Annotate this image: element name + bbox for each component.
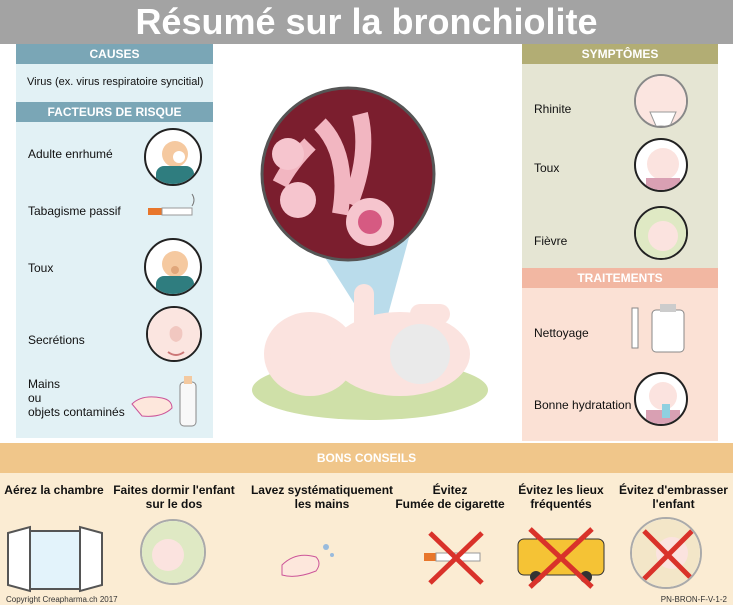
risk-item-secretions: Secrétions [28,333,85,347]
sick-adult-icon [144,128,202,186]
coughing-adult-icon [144,238,202,296]
symptom-rhinite: Rhinite [534,102,572,116]
window-icon [6,523,104,593]
causes-header: CAUSES [16,44,213,64]
left-panel [16,44,213,438]
tip-line2: Fumée de cigarette [395,497,505,511]
tip-line1: Aérez la chambre [4,483,104,497]
rhinitis-icon [634,74,688,128]
runny-nose-icon [146,306,202,362]
tip-line1: Évitez les lieux [518,483,604,497]
tip-avoid-smoke [392,483,508,511]
tip-line2: les mains [294,497,350,511]
tip-line1: Évitez [432,483,468,497]
tip-line1: Faites dormir l'enfant [113,483,235,497]
risk-item-adult: Adulte enrhumé [28,147,113,161]
treatment-hydratation: Bonne hydratation [534,398,632,412]
sleeping-baby-icon [140,519,206,585]
risk-item-objects: objets contaminés [28,405,125,419]
risk-item-or: ou [28,391,42,405]
coughing-baby-icon [634,138,688,192]
risk-item-smoking: Tabagisme passif [28,204,121,218]
symptom-fievre: Fièvre [534,234,568,248]
washing-hands-icon [276,535,346,585]
tips-header: BONS CONSEILS [0,443,733,473]
tip-air-room [0,483,108,497]
risk-item-cough: Toux [28,261,54,275]
copyright-text: Copyright Creapharma.ch 2017 [6,595,118,604]
tip-sleep-back [108,483,240,511]
tip-line2: l'enfant [652,497,695,511]
risk-header: FACTEURS DE RISQUE [16,102,213,122]
tips-panel [0,443,733,605]
tip-avoid-kissing [614,483,733,511]
treatments-panel [522,268,718,441]
baby-bronchiole-illustration [250,84,512,424]
cigarette-icon [146,192,202,218]
tip-line1: Évitez d'embrasser [619,483,728,497]
hand-bottle-icon [128,374,202,430]
treatments-header: TRAITEMENTS [522,268,718,288]
causes-virus-detail: (ex. virus respiratoire syncitial) [54,76,204,88]
causes-text [27,76,203,88]
symptoms-panel [522,44,718,268]
causes-virus: Virus [27,76,52,88]
no-bus-icon [514,525,608,591]
tip-line2: fréquentés [530,497,592,511]
no-smoking-icon [420,527,492,587]
page-title: Résumé sur la bronchiolite [0,0,733,44]
drinking-baby-icon [634,372,688,426]
no-kissing-icon [630,517,702,589]
symptoms-header: SYMPTÔMES [522,44,718,64]
symptom-toux: Toux [534,161,560,175]
tip-avoid-crowds [508,483,614,511]
tip-wash-hands [244,483,400,511]
document-code: PN-BRON-F-V-1-2 [660,595,727,604]
saline-bottle-icon [628,302,688,354]
tip-line2: sur le dos [145,497,203,511]
treatment-nettoyage: Nettoyage [534,326,589,340]
fever-baby-icon [634,206,688,260]
risk-item-hands: Mains [28,377,61,391]
tip-line1: Lavez systématiquement [250,483,394,497]
